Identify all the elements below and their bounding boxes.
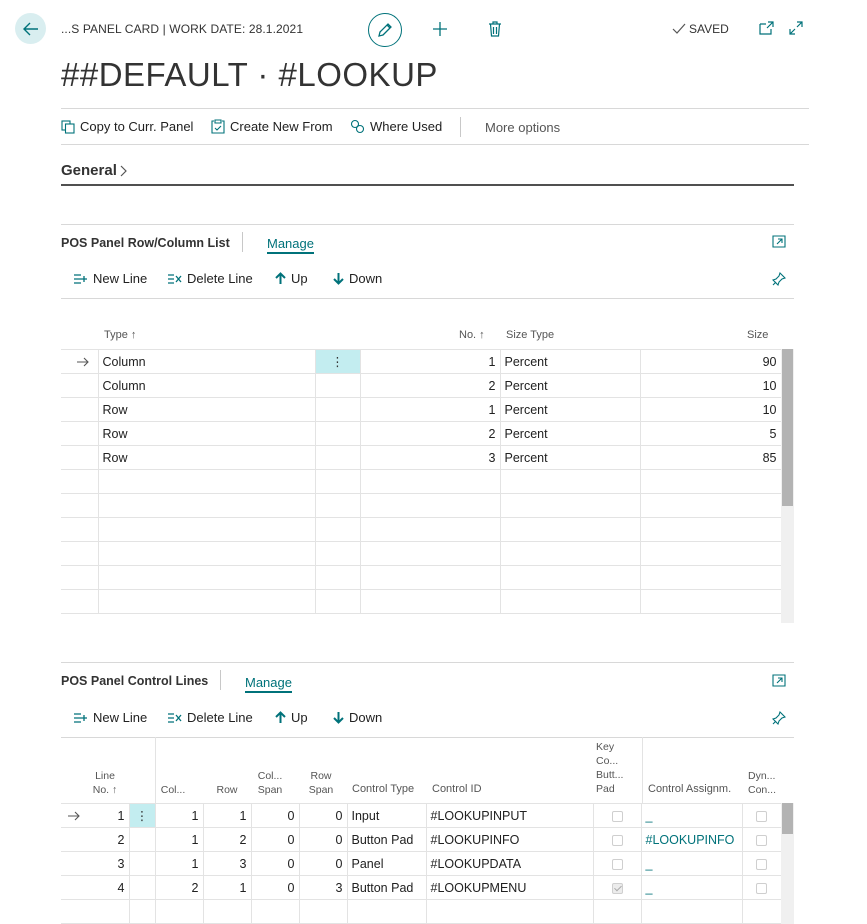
cell-control-type[interactable] <box>347 900 426 924</box>
cell-size[interactable]: 10 <box>640 398 781 422</box>
edit-button[interactable] <box>368 13 402 47</box>
controls-down-button[interactable] <box>333 710 382 725</box>
trash-icon <box>488 21 502 37</box>
cell-no[interactable] <box>360 566 500 590</box>
controls-manage-button[interactable]: Manage <box>245 675 292 693</box>
header-line: Row <box>310 770 332 782</box>
row-indicator[interactable] <box>61 446 98 470</box>
cell-key-button-pad[interactable] <box>593 804 641 828</box>
new-line-icon <box>73 712 88 724</box>
down-arrow-icon <box>333 272 344 285</box>
delete-line-label: Delete Line <box>187 271 253 286</box>
where-used-button[interactable] <box>350 119 442 134</box>
cell-control-assignment[interactable]: #LOOKUPINFO <box>641 828 742 852</box>
cell-line-no[interactable] <box>61 876 129 900</box>
cell-key-button-pad[interactable] <box>593 852 641 876</box>
up-label: Up <box>291 710 308 725</box>
cell-type[interactable]: Row <box>98 398 315 422</box>
cell-col[interactable]: 1 <box>155 804 203 828</box>
create-new-from-button[interactable] <box>211 119 333 134</box>
rowcol-down-button[interactable] <box>333 271 382 286</box>
copy-to-curr-panel-button[interactable] <box>61 119 193 134</box>
controls-new-line-button[interactable] <box>73 710 147 725</box>
line-no-value: 1 <box>117 808 125 823</box>
table-row[interactable] <box>61 518 781 542</box>
cell-row[interactable]: 1 <box>203 804 251 828</box>
cell-size[interactable] <box>640 590 781 614</box>
page-title: ##DEFAULT · #LOOKUP <box>61 56 438 93</box>
cell-col-span[interactable]: 0 <box>251 828 299 852</box>
where-used-label: Where Used <box>370 119 443 134</box>
row-actions-menu[interactable] <box>315 590 360 614</box>
col-header-line-no[interactable] <box>85 769 125 797</box>
cell-no[interactable]: 2 <box>360 422 500 446</box>
col-header-size-type[interactable]: Size Type <box>506 329 555 341</box>
table-row[interactable] <box>61 446 781 470</box>
controls-grid <box>61 803 782 924</box>
separator <box>242 232 243 252</box>
cell-no[interactable] <box>360 518 500 542</box>
expand-icon <box>789 21 803 35</box>
cell-key-button-pad[interactable] <box>593 876 641 900</box>
where-used-icon <box>350 119 365 134</box>
open-window-icon <box>759 21 774 35</box>
cell-no[interactable] <box>360 590 500 614</box>
up-label: Up <box>291 271 308 286</box>
saved-label: SAVED <box>689 22 729 36</box>
frozen-column-divider <box>155 737 156 803</box>
cell-col[interactable]: 1 <box>155 828 203 852</box>
chevron-right-icon <box>119 164 128 178</box>
cell-control-type[interactable]: Panel <box>347 852 426 876</box>
cell-row[interactable] <box>203 900 251 924</box>
row-indicator[interactable] <box>61 590 98 614</box>
header-line: Co... <box>596 755 619 767</box>
cell-size-type[interactable] <box>500 542 640 566</box>
up-arrow-icon <box>275 272 286 285</box>
row-indicator[interactable] <box>61 398 98 422</box>
pin-icon <box>772 711 786 725</box>
cell-control-assignment[interactable]: _ <box>641 852 742 876</box>
open-window-icon <box>772 235 786 248</box>
delete-line-label: Delete Line <box>187 710 253 725</box>
cell-col-span[interactable]: 0 <box>251 876 299 900</box>
col-header-dynamic-content[interactable] <box>748 769 780 797</box>
cell-size-type[interactable] <box>500 470 640 494</box>
row-indicator[interactable] <box>61 470 98 494</box>
add-button[interactable] <box>432 21 448 37</box>
table-row[interactable] <box>61 852 781 876</box>
row-actions-menu[interactable] <box>315 542 360 566</box>
rowcol-manage-button[interactable]: Manage <box>267 236 314 254</box>
check-icon <box>672 23 686 35</box>
divider <box>61 144 809 145</box>
cell-size[interactable]: 10 <box>640 374 781 398</box>
create-label: Create New From <box>230 119 333 134</box>
row-actions-menu[interactable] <box>315 566 360 590</box>
cell-type[interactable] <box>98 470 315 494</box>
cell-type[interactable] <box>98 566 315 590</box>
cell-control-type[interactable]: Button Pad <box>347 876 426 900</box>
copy-icon <box>61 120 75 134</box>
row-actions-menu[interactable] <box>315 398 360 422</box>
up-arrow-icon <box>275 711 286 724</box>
row-actions-menu[interactable]: ⋮ <box>315 350 360 374</box>
cell-col[interactable] <box>155 900 203 924</box>
row-actions-menu[interactable] <box>315 422 360 446</box>
cell-row[interactable]: 2 <box>203 828 251 852</box>
cell-size[interactable] <box>640 518 781 542</box>
row-indicator[interactable] <box>61 374 98 398</box>
rowcol-expand-button[interactable] <box>772 235 786 248</box>
row-actions-menu[interactable] <box>129 828 155 852</box>
cell-size-type[interactable]: Percent <box>500 422 640 446</box>
cell-col-span[interactable] <box>251 900 299 924</box>
pin-icon <box>772 272 786 286</box>
expand-button[interactable] <box>789 21 803 35</box>
row-indicator[interactable] <box>61 566 98 590</box>
down-arrow-icon <box>333 711 344 724</box>
cell-col-span[interactable]: 0 <box>251 852 299 876</box>
cell-no[interactable] <box>360 494 500 518</box>
table-row[interactable] <box>61 398 781 422</box>
cell-dynamic-content[interactable] <box>742 828 781 852</box>
cell-key-button-pad[interactable] <box>593 900 641 924</box>
line-no-value: 3 <box>117 856 125 871</box>
table-row[interactable] <box>61 828 781 852</box>
row-actions-menu[interactable] <box>315 470 360 494</box>
delete-line-icon <box>167 712 182 724</box>
cell-size[interactable] <box>640 566 781 590</box>
cell-control-assignment[interactable]: _ <box>641 804 742 828</box>
cell-size[interactable] <box>640 542 781 566</box>
row-indicator[interactable] <box>61 422 98 446</box>
table-row[interactable] <box>61 590 781 614</box>
row-actions-menu[interactable] <box>129 852 155 876</box>
cell-dynamic-content[interactable] <box>742 876 781 900</box>
cell-row-span[interactable]: 0 <box>299 828 347 852</box>
col-header-control-assignment[interactable]: Control Assignm. <box>648 783 732 795</box>
row-indicator[interactable] <box>61 350 98 374</box>
new-line-icon <box>73 273 88 285</box>
cell-line-no[interactable] <box>61 804 129 828</box>
controls-expand-button[interactable] <box>772 674 786 687</box>
cell-type[interactable] <box>98 542 315 566</box>
table-row[interactable] <box>61 876 781 900</box>
row-indicator[interactable] <box>61 542 98 566</box>
cell-size-type[interactable] <box>500 494 640 518</box>
table-row[interactable] <box>61 374 781 398</box>
cell-type[interactable] <box>98 518 315 542</box>
separator <box>460 117 461 137</box>
cell-no[interactable]: 2 <box>360 374 500 398</box>
general-label: General <box>61 162 117 179</box>
cell-control-type[interactable]: Button Pad <box>347 828 426 852</box>
divider <box>61 662 794 663</box>
key-button-pad-checkbox[interactable] <box>612 835 623 846</box>
cell-dynamic-content[interactable] <box>742 804 781 828</box>
header-line: Line <box>95 770 115 782</box>
cell-type[interactable]: Column <box>98 374 315 398</box>
cell-line-no[interactable] <box>61 828 129 852</box>
breadcrumb: ...S PANEL CARD | WORK DATE: 28.1.2021 <box>61 22 304 36</box>
header-line: Col... <box>257 770 283 782</box>
divider <box>61 737 794 738</box>
row-indicator[interactable] <box>61 494 98 518</box>
cell-type[interactable] <box>98 494 315 518</box>
row-actions-menu[interactable] <box>129 876 155 900</box>
rowcol-pin-button[interactable] <box>772 272 786 286</box>
table-row[interactable] <box>61 900 781 924</box>
cell-no[interactable] <box>360 542 500 566</box>
controls-pin-button[interactable] <box>772 711 786 725</box>
cell-type[interactable]: Column <box>98 350 315 374</box>
cell-line-no[interactable] <box>61 852 129 876</box>
general-underline <box>61 184 794 186</box>
col-header-row-span[interactable] <box>303 769 339 797</box>
table-row[interactable] <box>61 350 781 374</box>
cell-size[interactable] <box>640 494 781 518</box>
cell-key-button-pad[interactable] <box>593 828 641 852</box>
dynamic-content-checkbox[interactable] <box>756 859 767 870</box>
separator <box>220 670 221 690</box>
table-row[interactable] <box>61 494 781 518</box>
rowcol-up-button[interactable] <box>275 271 308 286</box>
cell-size-type[interactable]: Percent <box>500 398 640 422</box>
cell-control-id[interactable]: #LOOKUPMENU <box>426 876 593 900</box>
open-window-icon <box>772 674 786 687</box>
cell-size[interactable]: 85 <box>640 446 781 470</box>
cell-size-type[interactable] <box>500 590 640 614</box>
row-actions-menu[interactable]: ⋮ <box>129 804 155 828</box>
more-options-button[interactable]: More options <box>485 120 561 135</box>
row-actions-menu[interactable] <box>315 374 360 398</box>
back-arrow-icon <box>23 22 39 36</box>
general-fasttab-header[interactable] <box>61 162 128 179</box>
cell-size[interactable] <box>640 470 781 494</box>
cell-size-type[interactable]: Percent <box>500 446 640 470</box>
divider <box>61 224 794 225</box>
row-actions-menu[interactable] <box>315 494 360 518</box>
header-line: Span <box>308 784 334 796</box>
saved-status <box>672 22 729 36</box>
table-row[interactable] <box>61 422 781 446</box>
header-line: Con... <box>748 784 777 796</box>
cell-type[interactable] <box>98 590 315 614</box>
table-row[interactable] <box>61 542 781 566</box>
header-line: No. ↑ <box>92 784 118 796</box>
dynamic-content-checkbox[interactable] <box>756 811 767 822</box>
col-header-row[interactable]: Row <box>216 784 238 796</box>
cell-control-assignment[interactable] <box>641 900 742 924</box>
cell-size-type[interactable] <box>500 518 640 542</box>
clipboard-icon <box>211 119 225 134</box>
divider <box>61 298 794 299</box>
down-label: Down <box>349 710 383 725</box>
controls-scroll-thumb[interactable] <box>782 803 793 834</box>
cell-size[interactable]: 90 <box>640 350 781 374</box>
col-header-col[interactable]: Col... <box>160 784 186 796</box>
cell-no[interactable] <box>360 470 500 494</box>
cell-type[interactable]: Row <box>98 422 315 446</box>
delete-line-icon <box>167 273 182 285</box>
cell-row[interactable]: 3 <box>203 852 251 876</box>
cell-row-span[interactable]: 3 <box>299 876 347 900</box>
header-line: Pad <box>596 783 615 795</box>
down-label: Down <box>349 271 383 286</box>
rowcol-grid <box>61 349 782 614</box>
key-button-pad-checkbox[interactable] <box>612 883 623 894</box>
cell-dynamic-content[interactable] <box>742 900 781 924</box>
cell-no[interactable]: 3 <box>360 446 500 470</box>
cell-line-no[interactable] <box>61 900 129 924</box>
row-arrow-icon <box>67 811 81 821</box>
col-header-no[interactable]: No. ↑ <box>459 329 485 341</box>
col-header-key-button-pad[interactable] <box>596 740 624 796</box>
col-header-col-span[interactable] <box>252 769 288 797</box>
column-divider <box>642 737 643 803</box>
col-header-type[interactable]: Type ↑ <box>104 329 137 341</box>
rowcol-part-title: POS Panel Row/Column List <box>61 236 230 250</box>
cell-control-id[interactable]: #LOOKUPINPUT <box>426 804 593 828</box>
line-no-value: 4 <box>117 880 125 895</box>
cell-col[interactable]: 1 <box>155 852 203 876</box>
copy-label: Copy to Curr. Panel <box>80 119 194 134</box>
header-line: Span <box>257 784 283 796</box>
cell-no[interactable]: 1 <box>360 398 500 422</box>
header-line: Dyn... <box>748 770 776 782</box>
header-line: Butt... <box>596 769 624 781</box>
row-actions-menu[interactable] <box>129 900 155 924</box>
cell-dynamic-content[interactable] <box>742 852 781 876</box>
open-new-window-button[interactable] <box>759 21 774 35</box>
cell-type[interactable]: Row <box>98 446 315 470</box>
cell-size-type[interactable] <box>500 566 640 590</box>
controls-up-button[interactable] <box>275 710 308 725</box>
controls-delete-line-button[interactable] <box>167 710 253 725</box>
cell-size-type[interactable]: Percent <box>500 374 640 398</box>
cell-row-span[interactable]: 0 <box>299 852 347 876</box>
cell-row-span[interactable]: 0 <box>299 804 347 828</box>
cell-col[interactable]: 2 <box>155 876 203 900</box>
header-line: Key <box>596 741 615 753</box>
key-button-pad-checkbox[interactable] <box>612 811 623 822</box>
cell-row-span[interactable] <box>299 900 347 924</box>
dynamic-content-checkbox[interactable] <box>756 835 767 846</box>
divider <box>61 108 809 109</box>
cell-control-id[interactable]: #LOOKUPINFO <box>426 828 593 852</box>
new-line-label: New Line <box>93 271 148 286</box>
rowcol-new-line-button[interactable] <box>73 271 147 286</box>
cell-row[interactable]: 1 <box>203 876 251 900</box>
col-header-control-type[interactable]: Control Type <box>352 783 415 795</box>
col-header-control-id[interactable]: Control ID <box>432 783 482 795</box>
cell-no[interactable]: 1 <box>360 350 500 374</box>
cell-control-assignment[interactable]: _ <box>641 876 742 900</box>
cell-control-id[interactable] <box>426 900 593 924</box>
key-button-pad-checkbox[interactable] <box>612 859 623 870</box>
row-actions-menu[interactable] <box>315 518 360 542</box>
cell-size[interactable]: 5 <box>640 422 781 446</box>
row-indicator[interactable] <box>61 518 98 542</box>
col-header-size[interactable]: Size <box>747 329 769 341</box>
table-row[interactable] <box>61 804 781 828</box>
row-arrow-icon <box>76 357 90 367</box>
cell-control-type[interactable]: Input <box>347 804 426 828</box>
cell-control-id[interactable]: #LOOKUPDATA <box>426 852 593 876</box>
table-row[interactable] <box>61 470 781 494</box>
line-no-value: 2 <box>117 832 125 847</box>
rowcol-delete-line-button[interactable] <box>167 271 253 286</box>
new-line-label: New Line <box>93 710 148 725</box>
back-button[interactable] <box>15 13 46 44</box>
pencil-icon <box>377 22 393 38</box>
cell-size-type[interactable]: Percent <box>500 350 640 374</box>
row-actions-menu[interactable] <box>315 446 360 470</box>
rowcol-scroll-thumb[interactable] <box>782 349 793 506</box>
table-row[interactable] <box>61 566 781 590</box>
cell-col-span[interactable]: 0 <box>251 804 299 828</box>
dynamic-content-checkbox[interactable] <box>756 883 767 894</box>
plus-icon <box>432 21 448 37</box>
delete-button[interactable] <box>488 21 502 37</box>
controls-part-title: POS Panel Control Lines <box>61 674 209 688</box>
